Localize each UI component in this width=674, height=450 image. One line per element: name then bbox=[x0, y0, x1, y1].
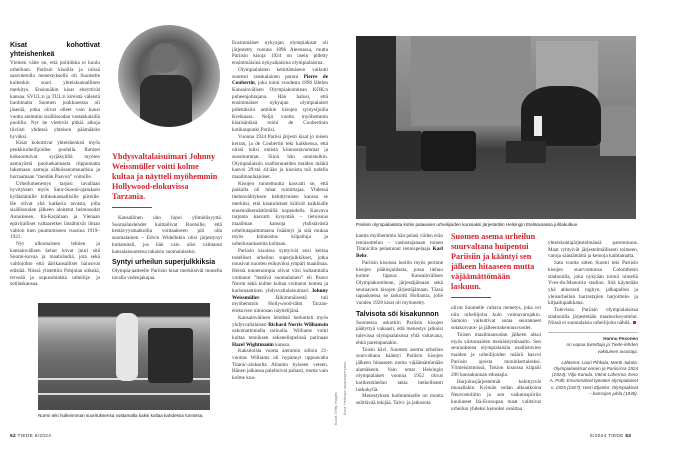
column-6 bbox=[548, 240, 638, 397]
person-name: Hazel Wightmanin bbox=[232, 341, 274, 348]
paragraph: Kansallinen uho hipoi ylimielisyyttä. Suomalaislehdet kuittailivat Ruotsille, että kestävyysmatkoilla voittaakseen piti olla suomalainen – Edvin Widellekin olisi järjestynyt kultamitali, jos hän vain olisi vaihtanut kansalaisuutensa takaisin suomalaiseksi. bbox=[112, 215, 222, 255]
paragraph: Kaksitoista vuotta aiemmin silloin 21-vuotias Williams oli hypännyt uppoavalta Titanic-alukselta Atlantin hyiseen veteen. Hänen jalkansa paleltuivat pahasti, mutta vain kolme kuu- bbox=[232, 348, 328, 382]
text: Pariisin kisoissa syntyivät ensi kertaa todelliset urheilun superjulkkikset, jotka nousivat nuorten esikuviksi ympäri maailmaa. Heistä tunnetuimpia olivat viisi kultamitalia voittanut ”lentävä suomalainen” eli Paavo Nurmi sekä kolme kultaa voittanut komea ja karismaattinen yhdysvaltalaisuimari bbox=[232, 247, 328, 295]
issue-number: 6/2024 bbox=[590, 434, 607, 439]
text: Kansainvälinen lehdistö herkutteli myös yhdysvaltalaisen bbox=[232, 314, 328, 328]
person-name: Richard Norris Williamsin bbox=[268, 321, 328, 328]
nurmi-running-photo bbox=[38, 303, 210, 410]
paragraph: Toisin kävi. Suomen asema urheilun suurvaltana kääntyi Pariisin kisojen jälkeen hitaaseen mutta väjäämättömään alamäkeen. Vain omat Helsingin olympialaiset vuonna 1952 olivat kotikenttäedun takia hetkellisesti laskukyliä. bbox=[356, 346, 443, 393]
text: . bbox=[366, 253, 369, 260]
person-name: Karl Behr bbox=[356, 246, 443, 260]
paragraph: Yleinen väite on, että politiikka ei kuulu urheiluun. Pariisin kisoilla ja niissä saavutetulla menestyksellä oli Suomelle kuitenkin suuri yhteiskunnallinen merkitys. Ensinnäkin kisat eheyttivät kansaa. SVUL:n ja TUL:n kireistä väleistä huolimatta Suomen joukkueessa oli jäseniä, jotka olivat olleet vain kuusi vuotta aiemmin sisällissodan vastakkaisilla puolilla. Nyt he viettivät pitkiä aikoja tiiviisti yhdessä yhteisen päämäärän hyväksi. bbox=[10, 60, 100, 140]
column-2 bbox=[112, 152, 222, 282]
section-heading: Kisat kohottivat yhteishenkeä bbox=[10, 42, 100, 58]
author-bio: on vapaa toimittaja ja Tiede-lehden vakituinen avustaja. bbox=[566, 342, 638, 354]
author-name: Hannu Pesonen bbox=[603, 336, 638, 342]
paragraph: Urheilumenestys tarjosi tavallaan hyvityksen myös Suur-Suomi-ajatuksen kyllästämille kiihkokansallisille piireille. He olivat yhä katkeria tavasta, jolla sisällissodan jälkeen aloitetut heimosodat Aunukseen, Itä-Karjalaan ja Vienaan epäviralliset valtaaretket lässähtivät ilman valtion tuen puuttumiseen vuosina 1919–1921. bbox=[10, 180, 100, 241]
photo-caption: Pariisin olympialaisista kotiin palaavien urheilijoiden kunniaksi järjestettiin Helsingin Eteläranassa juhlakulkue. bbox=[356, 222, 579, 227]
paragraph: Suomessa uskottiin Pariisin kisojen päätyttyä vakaasti, että menestys jatkuisi tulevissa olympialaisissa yhtä valtavana, ehkä parempanakin. bbox=[356, 319, 443, 346]
pull-quote: Suomen asema urheilun suurvaltana huipentui Pariisiin ja kääntyi sen jälkeen hitaaseen mutta väjäämättömään laskuun. bbox=[451, 232, 536, 291]
page-footer-left bbox=[10, 434, 51, 439]
sources: Lähteinä: Lauri Pihkala, Martti Jukola: Olympialaiskisat ennen ja Pariisissa 1924 (1924); Viljo Kanula, Väinö Laherma, Eero A. Pulli: Ensimmäiset työväen olympialaiset v. 1925 (1927); Harri Eljanko: Olympiakisat – kansojen juhla (1936). bbox=[549, 359, 638, 396]
column-5 bbox=[451, 232, 541, 412]
text: uskomattomalla tarinalla. Williams voitti kultaa tenniksen sekanelinpelissä parinaan bbox=[232, 328, 328, 341]
paragraph: yhteiskuntajärjestelmänsä paremmuus. Maat ryhtyivät järjestelmällisesti toimeen, varoja säästämättä ja keinoja kaihtamatta. bbox=[548, 240, 638, 260]
text: Tulevissa Pariisin olympialaisissa stadionilla järjestetään maahockeyottelut. Niissä ei suomalaisia urheilijoita nähdä. bbox=[548, 307, 638, 327]
paragraph: olivat Suomelle valtava menetys, joka vei niin urheilijoita kuin voimavarojakin. Samoin vaikuttivat sotaa seuranneet sotakorvaus- ja jälleenrakennusvuodet. bbox=[451, 305, 541, 332]
issue-number: 6/2024 bbox=[34, 434, 52, 439]
paragraph: Sata vuotta sitten Suomi teki Pariisin kisojen suurvoittonsa Colombesin stadionilla, joka nykyään toimii nimellä Yves-du-Manoirin stadion. Sitä käytetään yhä ahkerasti rugbyn, jalkapallon ja yleisurheilun harrastajien harjoittelu- ja kilpailupaikkana. bbox=[548, 260, 638, 307]
text: . Jälkimmäisestä tuli myöhemmin Hollywood-tähti Tarzan-elokuvien nimiosan näyttelijänä. bbox=[232, 294, 328, 315]
paragraph bbox=[232, 315, 328, 349]
paragraph: Kisojen tunnettuutta kasvatti se, että paikalla oli tuhat toimittajaa. Yhdessä tiedonvälityksen kehittymisen kanssa se merkitsi, että kisatulokset kiitivät kaikkialle ennennäkemättömällä nopeudella. Kasvava tarjonta kasvatti kysyntää – tietoisuus maailman kansoja yhdistävästä urheilutapahtumasta lisääntyi ja sitä mukaa myös kiinnostus kilpailuja ja urheilusankareita kohtaan. bbox=[232, 180, 328, 248]
paragraph bbox=[548, 307, 638, 327]
paragraph: Ensimmäiset nykyajan olympiakisat oli järjestetty vuonna 1896 Ateenassa, mutta Pariisin kisoja 1924 on usein pidetty ensimmäisinä nykyaikaisina olympialaisina. bbox=[232, 40, 328, 67]
swimmer-portrait-photo bbox=[118, 25, 220, 127]
page-footer-right bbox=[590, 434, 631, 439]
paragraph: Kisat kohottivat yhteishenkeä myös penkkiurheilijoiden puolella. Ihmiset kokoontuivat syrjäkylillä myöten aamuyöstä puoluekannasta riippumatta lukemaan samoja sähkösanomauutisia ja hurraamaan ”meidän Paavon” voitoille. bbox=[10, 140, 100, 180]
magazine-name: TIEDE bbox=[17, 434, 34, 439]
text: kanssa. bbox=[273, 341, 291, 348]
paragraph: Toisen maailmansodan jälkeen alkoi myös siirtomaiden itsenäistymisaalto. Sen seurauksena olympialaisiin osallistuvien maiden ja urheilijoiden määrä kasvoi Pariisin ajoista moninkertaiseksi. Viimeisimmissä, Tokion kisoissa kilpaili 206 kansakunnan edustajia. bbox=[451, 331, 541, 379]
page-number: 53 bbox=[625, 434, 632, 439]
end-mark-icon bbox=[633, 321, 637, 325]
paragraph: Pariisin kisoissa luotiin myös perinne kisojen päätösjuhlasta, jossa liehuu kolme lippua: Kansainvälisen Olympiakomitean, järjestäjämaan sekä seuraavien kisojen järjestäjämaan. Tässä tapauksessa se tarkoitti Hollantia, jolle vuoden 1928 kisat oli myönnetty. bbox=[356, 259, 443, 307]
pull-quote: Yhdysvaltalaisuimari Johnny Weissmüller voitti kolme kultaa ja näytteli myöhemmin Hollywood-elokuvissa Tarzania. bbox=[112, 152, 218, 201]
section-heading: Syntyi urheilun superjulkkiksia bbox=[112, 259, 216, 267]
magazine-name: TIEDE bbox=[608, 434, 624, 439]
paragraph bbox=[356, 233, 443, 260]
section-heading: Talvisota söi kisakunnon bbox=[356, 310, 439, 318]
column-4 bbox=[356, 233, 443, 407]
divider bbox=[548, 332, 638, 333]
page-number: 52 bbox=[10, 434, 16, 439]
author-box bbox=[548, 336, 638, 397]
paragraph: Harjoitusjärjestelmät kehittyivät muuallakin. Kylmän sodan alkuaikoina Neuvostoliitto ja sen vaikutuspiiriin kuuluneet Itä-Euroopan maat valitsivat urheilun yhdeksi keinoksi osoittaa bbox=[451, 378, 541, 412]
parade-photo bbox=[356, 36, 636, 219]
paragraph bbox=[232, 248, 328, 315]
text: Olympialaisten kehittämiseen vaikutti suuresti ranskalainen paroni bbox=[232, 66, 328, 80]
photo-credit: Kuva: Helsingin kaupunginmuseo bbox=[343, 361, 347, 415]
column-3 bbox=[232, 40, 328, 382]
divider bbox=[451, 297, 491, 298]
paragraph: Olympia-aatteelle Pariisin kisat merkitsivät monella tavalla vedenjakajaa. bbox=[112, 268, 222, 281]
text: kautta myöhemmin hän pelasi viiden erän tennisottelun – vastustajanaan toinen Titanicilta pelastunut tennispelaaja bbox=[356, 233, 443, 253]
paragraph: Menestyksen kuihtumiselle on monta selittävää tekijää. Talvi- ja jatkosota bbox=[356, 393, 443, 407]
divider bbox=[112, 207, 152, 208]
photo-caption: Nurmi teki hulkeimman suorituksensa voittamalla kaksi kultaa kahdessa tunnissa. bbox=[38, 413, 204, 418]
text: , joka toimi vuodesta 1896 lähtien Kansainvälisen Olympiakomitean KOK:n puheenjohtajana. Hän halusi, että ensimmäiset nykyajan olympialaiset pidettäisiin antiikin kisojen syntysijoilla Kreikassa. Neljä vuotta myöhemmin kisaisäntänä toimi de Coubertinin kotikaupunki Pariisi. bbox=[232, 80, 328, 134]
person-name: Johnny Weissmüller bbox=[232, 288, 328, 301]
photo-credit: Kuvat: Getty Images bbox=[334, 392, 338, 425]
column-1 bbox=[10, 38, 100, 288]
paragraph: Nyt ulkomaisten lehtien ja kansainvälisen kehut loivat juuri sitä Suomi-kuvaa ja maabrändiä, jota sekä valtiojohto että äärikansalliset halusivat edistää. Niissä ylistettiin Pohjolan sitkeää, terveää ja sopusuhtaista urheilija- ja sotilaskansaa. bbox=[10, 240, 100, 288]
paragraph: Vuonna 1924 Pariisi järjesti kisat jo toisen kerran, ja de Coubertin teki kaikkensa, että niistä tulisi entistä kiinnostavammat ja suositummat. Siinä hän onnistuikin. Olympialaisiin osallistuneiden maiden määrä kasvoi 29:stä 44:ään ja kisoista tuli todella maailmanlaajuiset. bbox=[232, 133, 328, 181]
paragraph bbox=[232, 67, 328, 134]
person-name: Pierre de Coubertin bbox=[232, 73, 328, 87]
